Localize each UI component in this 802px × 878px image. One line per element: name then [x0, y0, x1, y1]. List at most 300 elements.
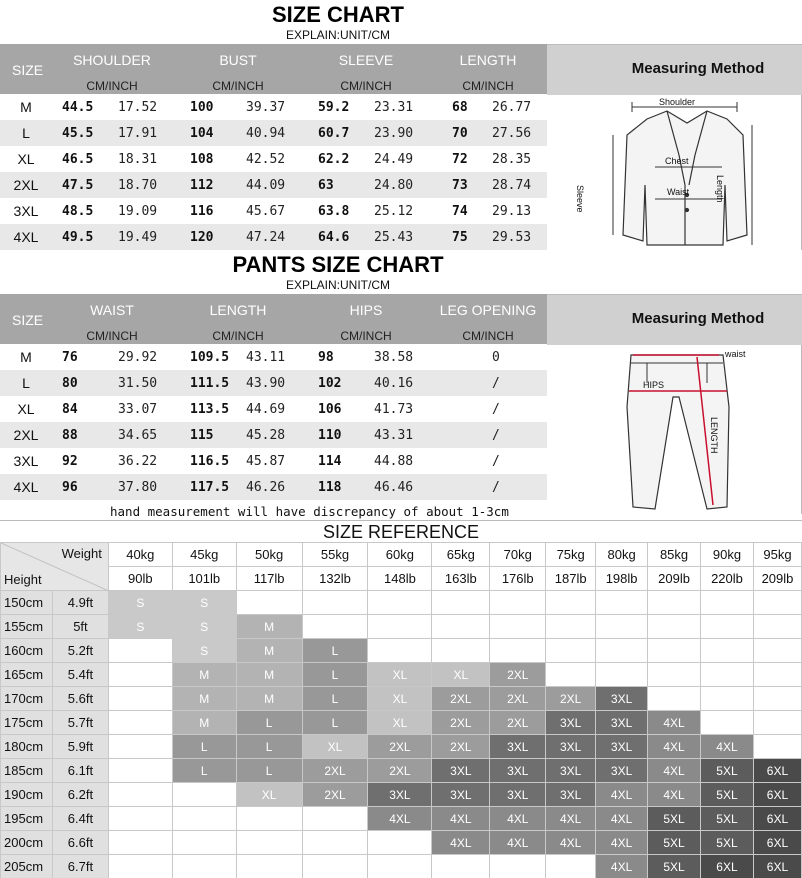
inch-value: 25.12 — [374, 204, 414, 219]
size-reference-cell — [108, 639, 172, 663]
cm-value: 73 — [452, 178, 468, 193]
size-reference-cell — [546, 663, 596, 687]
measuring-method-label: Measuring Method — [631, 310, 765, 327]
size-reference-cell — [490, 855, 546, 878]
size-row — [0, 474, 547, 500]
leg-opening-header: LEG OPENING — [439, 302, 537, 318]
height-cm-label: 160cm — [1, 639, 53, 663]
size-reference-cell: 3XL — [490, 783, 546, 807]
size-reference-cell: XL — [302, 735, 368, 759]
inch-value: 18.70 — [118, 178, 158, 193]
size-row — [0, 146, 547, 172]
height-ft-label: 5.6ft — [52, 687, 108, 711]
height-cm-label: 180cm — [1, 735, 53, 759]
jacket-diagram-icon — [547, 95, 802, 251]
size-reference-cell — [108, 759, 172, 783]
size-reference-cell: 3XL — [596, 687, 648, 711]
size-reference-cell — [753, 639, 801, 663]
inch-value: 40.16 — [374, 376, 414, 391]
weight-lb-header: 132lb — [302, 567, 368, 591]
height-cm-label: 165cm — [1, 663, 53, 687]
size-reference-cell: 3XL — [490, 735, 546, 759]
length-diagram-label: Length — [715, 175, 725, 203]
size-reference-cell: 5XL — [701, 783, 754, 807]
cm-value: 64.6 — [318, 230, 350, 245]
size-reference-cell: L — [236, 711, 302, 735]
cm-value: 48.5 — [62, 204, 94, 219]
size-reference-cell: 2XL — [546, 687, 596, 711]
height-ft-label: 6.7ft — [52, 855, 108, 878]
size-reference-cell — [108, 855, 172, 878]
size-column-header: SIZE — [12, 62, 44, 78]
weight-lb-header: 117lb — [236, 567, 302, 591]
cm-value: 44.5 — [62, 100, 94, 115]
height-ft-label: 5.9ft — [52, 735, 108, 759]
height-row — [1, 783, 802, 807]
size-reference-cell: 2XL — [302, 783, 368, 807]
size-label: M — [20, 349, 32, 365]
unit-label: CM/INCH — [212, 329, 264, 343]
size-reference-cell — [648, 615, 701, 639]
cm-value: 62.2 — [318, 152, 350, 167]
size-reference-cell: 2XL — [490, 711, 546, 735]
size-reference-cell — [108, 831, 172, 855]
height-cm-label: 190cm — [1, 783, 53, 807]
size-reference-cell: 3XL — [596, 759, 648, 783]
size-reference-cell: L — [302, 639, 368, 663]
size-reference-cell: XL — [236, 783, 302, 807]
size-reference-cell: 4XL — [648, 759, 701, 783]
size-reference-cell — [432, 639, 490, 663]
size-row — [0, 94, 547, 120]
cm-value: 120 — [190, 230, 214, 245]
size-reference-cell: M — [236, 663, 302, 687]
size-reference-cell: L — [236, 735, 302, 759]
length-diagram-label: LENGTH — [709, 417, 719, 454]
cm-value: 118 — [318, 480, 342, 495]
size-reference-cell — [108, 807, 172, 831]
length-header: LENGTH — [459, 52, 517, 68]
cm-value: 117.5 — [190, 480, 230, 495]
inch-value: 28.74 — [492, 178, 532, 193]
inch-value: 36.22 — [118, 454, 158, 469]
inch-value: 31.50 — [118, 376, 158, 391]
cm-value: 59.2 — [318, 100, 350, 115]
cm-value: 84 — [62, 402, 78, 417]
size-reference-cell — [368, 855, 432, 878]
size-reference-cell: 4XL — [701, 735, 754, 759]
cm-value: 60.7 — [318, 126, 350, 141]
size-reference-cell — [172, 807, 236, 831]
size-label: 3XL — [13, 453, 39, 469]
cm-value: 75 — [452, 230, 468, 245]
size-row — [0, 448, 547, 474]
size-reference-cell — [701, 639, 754, 663]
size-reference-cell: 3XL — [596, 711, 648, 735]
sleeve-diagram-label: Sleeve — [575, 185, 585, 213]
size-reference-title: SIZE REFERENCE — [0, 520, 802, 542]
pants-subtitle: EXPLAIN:UNIT/CM — [285, 278, 390, 292]
size-reference-cell: M — [172, 663, 236, 687]
size-row — [0, 198, 547, 224]
height-row — [1, 687, 802, 711]
size-reference-cell: 4XL — [368, 807, 432, 831]
size-reference-cell: 4XL — [648, 735, 701, 759]
inch-value: 39.37 — [246, 100, 286, 115]
inch-value: / — [492, 428, 500, 443]
jacket-header-band — [0, 44, 547, 94]
size-row — [0, 344, 547, 370]
jacket-size-chart — [0, 44, 802, 250]
size-label: M — [20, 99, 32, 115]
size-reference-cell: 5XL — [648, 807, 701, 831]
hips-diagram-label: HIPS — [643, 380, 665, 390]
size-reference-cell — [302, 615, 368, 639]
inch-value: 43.90 — [246, 376, 286, 391]
height-ft-label: 5ft — [52, 615, 108, 639]
size-reference-cell — [432, 591, 490, 615]
height-ft-label: 4.9ft — [52, 591, 108, 615]
weight-kg-header: 45kg — [172, 543, 236, 567]
size-reference-cell: 4XL — [432, 831, 490, 855]
waist-diagram-label: waist — [725, 349, 746, 359]
inch-value: 33.07 — [118, 402, 158, 417]
size-reference-cell: M — [236, 639, 302, 663]
size-reference-cell: 3XL — [596, 735, 648, 759]
cm-value: 111.5 — [190, 376, 230, 391]
cm-value: 63 — [318, 178, 334, 193]
cm-value: 49.5 — [62, 230, 94, 245]
cm-value: 80 — [62, 376, 78, 391]
size-reference-cell: 5XL — [648, 855, 701, 878]
size-reference-cell — [596, 663, 648, 687]
size-reference-cell: 5XL — [648, 831, 701, 855]
size-reference-cell — [368, 831, 432, 855]
shoulder-diagram-label: Shoulder — [659, 97, 696, 107]
size-reference-cell — [701, 615, 754, 639]
size-reference-cell — [546, 639, 596, 663]
size-reference-cell — [108, 783, 172, 807]
weight-kg-header: 80kg — [596, 543, 648, 567]
size-label: 4XL — [13, 479, 39, 495]
inch-value: 19.49 — [118, 230, 158, 245]
size-reference-cell — [368, 639, 432, 663]
size-reference-cell — [648, 639, 701, 663]
inch-value: 38.58 — [374, 350, 414, 365]
inch-value: / — [492, 454, 500, 469]
size-reference-cell: L — [236, 759, 302, 783]
inch-value: 37.80 — [118, 480, 158, 495]
size-reference-cell — [753, 591, 801, 615]
size-reference-cell: 3XL — [432, 783, 490, 807]
height-cm-label: 195cm — [1, 807, 53, 831]
measurement-note: hand measurement will have discrepancy of about 1-3cm — [110, 504, 509, 519]
size-reference-cell: XL — [368, 687, 432, 711]
size-reference-cell: S — [172, 591, 236, 615]
cm-value: 115 — [190, 428, 214, 443]
inch-value: 23.31 — [374, 100, 414, 115]
weight-lb-header: 220lb — [701, 567, 754, 591]
size-reference-cell — [648, 687, 701, 711]
size-reference-cell: 3XL — [546, 783, 596, 807]
shoulder-header: SHOULDER — [73, 52, 151, 68]
size-reference-cell — [236, 831, 302, 855]
size-reference-cell: 4XL — [596, 831, 648, 855]
size-reference-cell — [753, 615, 801, 639]
chest-diagram-label: Chest — [665, 156, 689, 166]
size-reference-cell — [490, 591, 546, 615]
cm-value: 96 — [62, 480, 78, 495]
inch-value: 45.87 — [246, 454, 286, 469]
size-reference-cell: S — [172, 639, 236, 663]
size-reference-cell — [172, 783, 236, 807]
size-reference-cell: M — [236, 687, 302, 711]
size-reference-cell: 6XL — [753, 783, 801, 807]
height-ft-label: 5.4ft — [52, 663, 108, 687]
weight-kg-header: 95kg — [753, 543, 801, 567]
unit-label: CM/INCH — [340, 329, 392, 343]
size-reference-cell: 3XL — [432, 759, 490, 783]
height-row — [1, 663, 802, 687]
height-cm-label: 205cm — [1, 855, 53, 878]
size-row — [0, 224, 547, 250]
size-label: 2XL — [13, 427, 39, 443]
size-reference-cell: 5XL — [701, 807, 754, 831]
size-reference-cell — [236, 807, 302, 831]
cm-value: 104 — [190, 126, 214, 141]
height-row — [1, 759, 802, 783]
inch-value: 29.13 — [492, 204, 532, 219]
size-reference-cell: 4XL — [490, 831, 546, 855]
size-reference-cell: S — [108, 615, 172, 639]
inch-value: 47.24 — [246, 230, 286, 245]
size-reference-cell: M — [236, 615, 302, 639]
size-reference-cell: 2XL — [368, 735, 432, 759]
height-label: Height — [4, 572, 42, 587]
size-reference-cell: 4XL — [648, 783, 701, 807]
size-reference-cell: 6XL — [753, 807, 801, 831]
size-reference-cell: 3XL — [490, 759, 546, 783]
size-row — [0, 396, 547, 422]
inch-value: / — [492, 376, 500, 391]
inch-value: 44.88 — [374, 454, 414, 469]
inch-value: 43.11 — [246, 350, 286, 365]
inch-value: / — [492, 402, 500, 417]
weight-label: Weight — [61, 546, 102, 561]
inch-value: 26.77 — [492, 100, 532, 115]
unit-label: CM/INCH — [340, 79, 392, 93]
size-reference-cell: 4XL — [648, 711, 701, 735]
cm-value: 100 — [190, 100, 214, 115]
unit-label: CM/INCH — [212, 79, 264, 93]
size-reference-cell: 6XL — [753, 831, 801, 855]
cm-value: 116 — [190, 204, 214, 219]
size-reference-cell: 6XL — [753, 855, 801, 878]
inch-value: 24.80 — [374, 178, 414, 193]
inch-value: 34.65 — [118, 428, 158, 443]
weight-lb-header: 198lb — [596, 567, 648, 591]
weight-height-corner — [1, 543, 109, 591]
inch-value: 18.31 — [118, 152, 158, 167]
weight-kg-header: 55kg — [302, 543, 368, 567]
size-label: 2XL — [13, 177, 39, 193]
height-row — [1, 711, 802, 735]
size-reference-cell — [236, 855, 302, 878]
size-reference-cell: 3XL — [368, 783, 432, 807]
cm-value: 116.5 — [190, 454, 230, 469]
size-reference-cell: 2XL — [432, 711, 490, 735]
size-reference-cell: 6XL — [753, 759, 801, 783]
cm-value: 92 — [62, 454, 78, 469]
height-ft-label: 6.6ft — [52, 831, 108, 855]
size-reference-cell: XL — [368, 711, 432, 735]
size-label: L — [22, 375, 30, 391]
cm-value: 112 — [190, 178, 214, 193]
size-reference-cell — [753, 711, 801, 735]
inch-value: 44.09 — [246, 178, 286, 193]
inch-value: 17.91 — [118, 126, 158, 141]
jacket-subtitle: EXPLAIN:UNIT/CM — [285, 28, 390, 42]
cm-value: 98 — [318, 350, 334, 365]
jacket-title: SIZE CHART — [272, 2, 404, 27]
size-reference-cell: S — [108, 591, 172, 615]
size-column-header: SIZE — [12, 312, 44, 328]
cm-value: 70 — [452, 126, 468, 141]
cm-value: 102 — [318, 376, 342, 391]
size-reference-cell: 4XL — [596, 783, 648, 807]
size-reference-cell — [596, 591, 648, 615]
unit-label: CM/INCH — [462, 79, 514, 93]
height-row — [1, 855, 802, 878]
inch-value: 46.26 — [246, 480, 286, 495]
cm-value: 74 — [452, 204, 468, 219]
inch-value: 0 — [492, 350, 500, 365]
weight-lb-header: 163lb — [432, 567, 490, 591]
size-reference-cell: L — [302, 663, 368, 687]
size-reference-cell: 4XL — [596, 855, 648, 878]
height-cm-label: 185cm — [1, 759, 53, 783]
size-reference-cell — [432, 855, 490, 878]
height-cm-label: 200cm — [1, 831, 53, 855]
inch-value: / — [492, 480, 500, 495]
cm-value: 109.5 — [190, 350, 230, 365]
size-reference-cell — [596, 639, 648, 663]
size-reference-cell — [701, 711, 754, 735]
size-reference-cell: L — [172, 759, 236, 783]
size-reference-cell — [546, 615, 596, 639]
size-row — [0, 422, 547, 448]
size-reference-cell — [490, 639, 546, 663]
inch-value: 23.90 — [374, 126, 414, 141]
inch-value: 41.73 — [374, 402, 414, 417]
pants-diagram-icon — [547, 347, 802, 513]
size-label: XL — [17, 401, 35, 417]
size-reference-cell: 4XL — [432, 807, 490, 831]
weight-kg-header: 40kg — [108, 543, 172, 567]
size-reference-cell: 5XL — [701, 831, 754, 855]
cm-value: 47.5 — [62, 178, 94, 193]
size-row — [0, 370, 547, 396]
size-reference-cell — [172, 831, 236, 855]
weight-kg-header: 50kg — [236, 543, 302, 567]
waist-header: WAIST — [90, 302, 134, 318]
height-row — [1, 639, 802, 663]
cm-value: 63.8 — [318, 204, 350, 219]
inch-value: 17.52 — [118, 100, 158, 115]
size-reference-cell — [648, 591, 701, 615]
height-ft-label: 6.4ft — [52, 807, 108, 831]
inch-value: 42.52 — [246, 152, 286, 167]
height-row — [1, 591, 802, 615]
size-reference-cell: 2XL — [368, 759, 432, 783]
size-reference-cell — [701, 663, 754, 687]
size-reference-cell: M — [172, 687, 236, 711]
height-cm-label: 155cm — [1, 615, 53, 639]
inch-value: 46.46 — [374, 480, 414, 495]
weight-lb-header: 187lb — [546, 567, 596, 591]
weight-lb-header: 148lb — [368, 567, 432, 591]
weight-kg-header: 85kg — [648, 543, 701, 567]
size-reference-cell — [701, 687, 754, 711]
cm-value: 106 — [318, 402, 342, 417]
unit-label: CM/INCH — [86, 79, 138, 93]
height-cm-label: 175cm — [1, 711, 53, 735]
size-reference-cell — [753, 687, 801, 711]
size-reference-cell: 4XL — [490, 807, 546, 831]
pants-length-header: LENGTH — [209, 302, 267, 318]
inch-value: 40.94 — [246, 126, 286, 141]
size-reference-table — [0, 542, 802, 878]
cm-value: 45.5 — [62, 126, 94, 141]
size-reference-cell: 2XL — [432, 687, 490, 711]
inch-value: 24.49 — [374, 152, 414, 167]
height-ft-label: 6.2ft — [52, 783, 108, 807]
weight-lb-header: 209lb — [753, 567, 801, 591]
size-reference-cell: XL — [432, 663, 490, 687]
hips-header: HIPS — [349, 302, 383, 318]
size-reference-cell: 4XL — [596, 807, 648, 831]
weight-lb-header: 90lb — [108, 567, 172, 591]
cm-value: 72 — [452, 152, 468, 167]
size-reference-cell: 3XL — [546, 735, 596, 759]
sleeve-header: SLEEVE — [338, 52, 394, 68]
size-label: L — [22, 125, 30, 141]
size-reference-cell: M — [172, 711, 236, 735]
inch-value: 44.69 — [246, 402, 286, 417]
pants-title: PANTS SIZE CHART — [232, 252, 444, 277]
height-ft-label: 5.7ft — [52, 711, 108, 735]
unit-label: CM/INCH — [86, 329, 138, 343]
cm-value: 68 — [452, 100, 468, 115]
cm-value: 110 — [318, 428, 342, 443]
size-reference-cell: S — [172, 615, 236, 639]
size-reference-cell — [236, 591, 302, 615]
size-reference-cell: 4XL — [546, 807, 596, 831]
inch-value: 25.43 — [374, 230, 414, 245]
weight-lb-header: 176lb — [490, 567, 546, 591]
size-reference-cell — [753, 663, 801, 687]
inch-value: 27.56 — [492, 126, 532, 141]
inch-value: 29.53 — [492, 230, 532, 245]
size-reference-cell: 3XL — [546, 759, 596, 783]
weight-lb-header: 209lb — [648, 567, 701, 591]
size-reference-cell — [490, 615, 546, 639]
height-row — [1, 831, 802, 855]
weight-kg-header: 65kg — [432, 543, 490, 567]
size-reference-cell: 2XL — [490, 663, 546, 687]
size-reference-cell: 5XL — [701, 759, 754, 783]
size-row — [0, 120, 547, 146]
